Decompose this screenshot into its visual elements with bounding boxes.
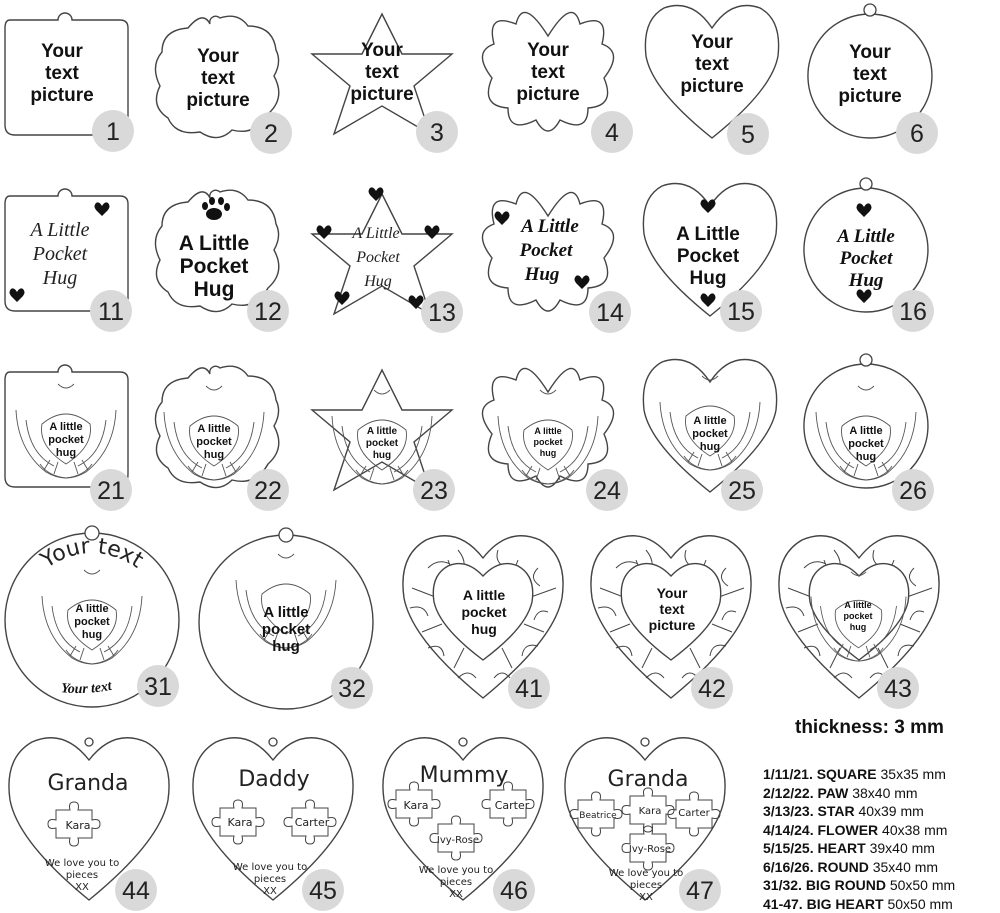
tag-21-square (5, 365, 128, 487)
svg-text:21: 21 (97, 477, 125, 505)
tag-text-line: pocket (848, 438, 884, 450)
tag-15-heart (643, 184, 776, 317)
tag-43-big-heart (779, 536, 939, 698)
number-badge (247, 469, 289, 511)
number-badge (247, 290, 289, 332)
footer-line: We love you to (609, 868, 683, 879)
size-row: 4/14/24. FLOWER 40x38 mm (763, 821, 955, 840)
tag-text-line: Your (849, 42, 891, 63)
number-badge (115, 869, 157, 911)
svg-text:24: 24 (593, 477, 621, 505)
number-badge (679, 869, 721, 911)
tag-text-line: Pocket (355, 249, 400, 266)
tag-text-line: A little (849, 425, 882, 437)
tag-text-line: A little (75, 603, 108, 615)
number-badge (250, 112, 292, 154)
footer-kisses: XX (75, 882, 89, 893)
puzzle-name: Kara (65, 819, 90, 832)
puzzle-name: Kara (639, 806, 662, 817)
tag-text-line: A Little (676, 224, 740, 245)
tag-text-line: A Little (520, 216, 579, 237)
footer-line: We love you to (419, 865, 493, 876)
number-badge (493, 869, 535, 911)
svg-text:13: 13 (428, 299, 456, 327)
tag-text-line: Hug (194, 278, 235, 301)
tag-text-line: Your (527, 40, 569, 61)
svg-text:31: 31 (144, 673, 172, 701)
tag-text-line: picture (30, 85, 93, 106)
tag-text-line: A little (463, 587, 505, 603)
tag-22-paw (155, 366, 278, 487)
tag-text-line: pocket (533, 437, 562, 447)
tag-text-line: A little (367, 426, 398, 437)
number-badge (586, 469, 628, 511)
svg-text:11: 11 (98, 298, 124, 326)
size-row: 31/32. BIG ROUND 50x50 mm (763, 876, 955, 895)
footer-kisses: XX (449, 889, 463, 900)
svg-text:44: 44 (122, 877, 150, 905)
svg-text:41: 41 (515, 675, 543, 703)
tag-text-line: Hug (524, 264, 560, 285)
svg-text:6: 6 (910, 120, 924, 148)
tag-text-line: Pocket (32, 243, 88, 265)
number-badge (413, 469, 455, 511)
number-badge (892, 290, 934, 332)
svg-text:5: 5 (741, 121, 755, 149)
svg-text:47: 47 (686, 877, 714, 905)
tag-text-line: Hug (42, 267, 77, 289)
number-badge (589, 291, 631, 333)
tag-text-line: Your (197, 46, 239, 67)
number-badge (416, 111, 458, 153)
size-row: 3/13/23. STAR 40x39 mm (763, 802, 955, 821)
size-row: 41-47. BIG HEART 50x50 mm (763, 895, 955, 913)
tag-text-line: picture (838, 86, 901, 107)
number-badge (90, 469, 132, 511)
tag-text-line: text (45, 63, 79, 84)
tag-text-line: pocket (461, 604, 506, 620)
tag-text-line: picture (680, 76, 743, 97)
tag-text-line: pocket (48, 434, 84, 446)
tag-text-line: A little (197, 423, 230, 435)
footer-line: pieces (66, 870, 98, 881)
tag-text-line: Your (41, 41, 83, 62)
tag-text-line: hug (82, 629, 102, 641)
svg-text:23: 23 (420, 477, 448, 505)
tag-text-line: pocket (196, 436, 232, 448)
svg-text:14: 14 (596, 299, 624, 327)
number-badge (896, 112, 938, 154)
puzzle-name: Ivy-Rose (629, 844, 671, 855)
svg-text:22: 22 (254, 477, 282, 505)
size-list (763, 765, 955, 913)
footer-kisses: XX (639, 892, 653, 903)
tag-title: Granda (608, 767, 689, 792)
number-badge (302, 869, 344, 911)
footer-line: We love you to (233, 862, 307, 873)
tag-text-line: A little (263, 604, 308, 621)
footer-line: pieces (630, 880, 662, 891)
tag-title: Granda (48, 771, 129, 796)
tag-text-line: pocket (74, 616, 110, 628)
svg-text:32: 32 (338, 675, 366, 703)
svg-text:15: 15 (727, 298, 755, 326)
tag-text-line: text (531, 62, 565, 83)
svg-text:43: 43 (884, 675, 912, 703)
tag-text-line: Pocket (519, 240, 573, 261)
tag-text-line: hug (700, 441, 720, 453)
tag-text-line: hug (471, 621, 497, 637)
tag-text-line: text (365, 62, 399, 83)
number-badge (727, 113, 769, 155)
svg-text:3: 3 (430, 119, 444, 147)
puzzle-name: Ivy-Rose (437, 835, 479, 846)
tag-text-line: pocket (262, 621, 310, 638)
footer-line: pieces (254, 874, 286, 885)
puzzle-name: Kara (227, 816, 252, 829)
number-badge (877, 667, 919, 709)
tag-24-flower (482, 368, 613, 487)
number-badge (90, 290, 132, 332)
curved-text-bottom: Your text (60, 679, 114, 697)
tag-title: Mummy (420, 763, 509, 788)
svg-text:25: 25 (728, 477, 756, 505)
tag-text-line: Hug (848, 270, 884, 291)
number-badge (720, 290, 762, 332)
tag-text-line: A little (534, 426, 561, 436)
tag-text-line: Your (657, 585, 688, 601)
tag-text-line: text (695, 54, 729, 75)
number-badge (92, 110, 134, 152)
footer-kisses: XX (263, 886, 277, 897)
tag-text-line: hug (540, 448, 557, 458)
svg-text:4: 4 (605, 119, 619, 147)
tag-text-line: hug (272, 638, 300, 655)
tag-text-line: hug (850, 622, 867, 632)
tag-text-line: Hug (363, 273, 392, 290)
size-row: 2/12/22. PAW 38x40 mm (763, 784, 955, 803)
tag-text-line: hug (856, 451, 876, 463)
number-badge (331, 667, 373, 709)
tag-text-line: A Little (836, 226, 895, 247)
curved-text-top: Your text (36, 534, 148, 574)
puzzle-name: Carter (295, 816, 330, 829)
tag-text-line: A Little (28, 219, 89, 241)
number-badge (892, 469, 934, 511)
tag-text-line: A little (49, 421, 82, 433)
number-badge (137, 665, 179, 707)
tag-text-line: pocket (692, 428, 728, 440)
tag-text-line: text (660, 601, 685, 617)
tag-text-line: hug (56, 447, 76, 459)
footer-line: pieces (440, 877, 472, 888)
tag-25-heart (643, 360, 776, 493)
tag-text-line: pocket (843, 611, 872, 621)
svg-text:2: 2 (264, 120, 278, 148)
tag-text-line: picture (649, 617, 696, 633)
size-row: 5/15/25. HEART 39x40 mm (763, 839, 955, 858)
puzzle-name: Carter (678, 808, 710, 819)
footer-line: We love you to (45, 858, 119, 869)
tag-text-line: pocket (366, 438, 399, 449)
tag-text-line: A little (693, 415, 726, 427)
number-badge (508, 667, 550, 709)
tag-text-line: Pocket (180, 255, 249, 278)
size-row: 6/16/26. ROUND 35x40 mm (763, 858, 955, 877)
number-badge (691, 667, 733, 709)
tag-title: Daddy (238, 767, 309, 792)
tag-text-line: picture (186, 90, 249, 111)
svg-text:12: 12 (254, 298, 282, 326)
tag-text-line: hug (204, 449, 224, 461)
number-badge (721, 469, 763, 511)
tag-4-flower (482, 12, 613, 131)
svg-text:45: 45 (309, 877, 337, 905)
tag-text-line: A Little (351, 225, 399, 242)
tag-text-line: Pocket (839, 248, 893, 269)
tag-text-line: Pocket (677, 246, 740, 267)
puzzle-name: Beatrice (579, 811, 617, 821)
svg-text:26: 26 (899, 477, 927, 505)
svg-text:46: 46 (500, 877, 528, 905)
tag-text-line: Your (361, 40, 403, 61)
tag-text-line: hug (373, 450, 391, 461)
tag-text-line: A little (844, 600, 871, 610)
tag-text-line: picture (350, 84, 413, 105)
svg-text:42: 42 (698, 675, 726, 703)
tag-text-line: Hug (690, 268, 727, 289)
tag-text-line: Your (691, 32, 733, 53)
thickness-label: thickness: 3 mm (795, 717, 944, 739)
number-badge (421, 291, 463, 333)
svg-text:16: 16 (899, 298, 927, 326)
tag-14-flower (482, 192, 613, 311)
tag-text-line: text (853, 64, 887, 85)
svg-text:1: 1 (106, 118, 120, 146)
puzzle-name: Carter (495, 799, 530, 812)
tag-text-line: A Little (179, 232, 249, 255)
tag-26-round (804, 354, 928, 488)
puzzle-name: Kara (403, 799, 428, 812)
tag-text-line: text (201, 68, 235, 89)
number-badge (591, 111, 633, 153)
size-row: 1/11/21. SQUARE 35x35 mm (763, 765, 955, 784)
tag-text-line: picture (516, 84, 579, 105)
